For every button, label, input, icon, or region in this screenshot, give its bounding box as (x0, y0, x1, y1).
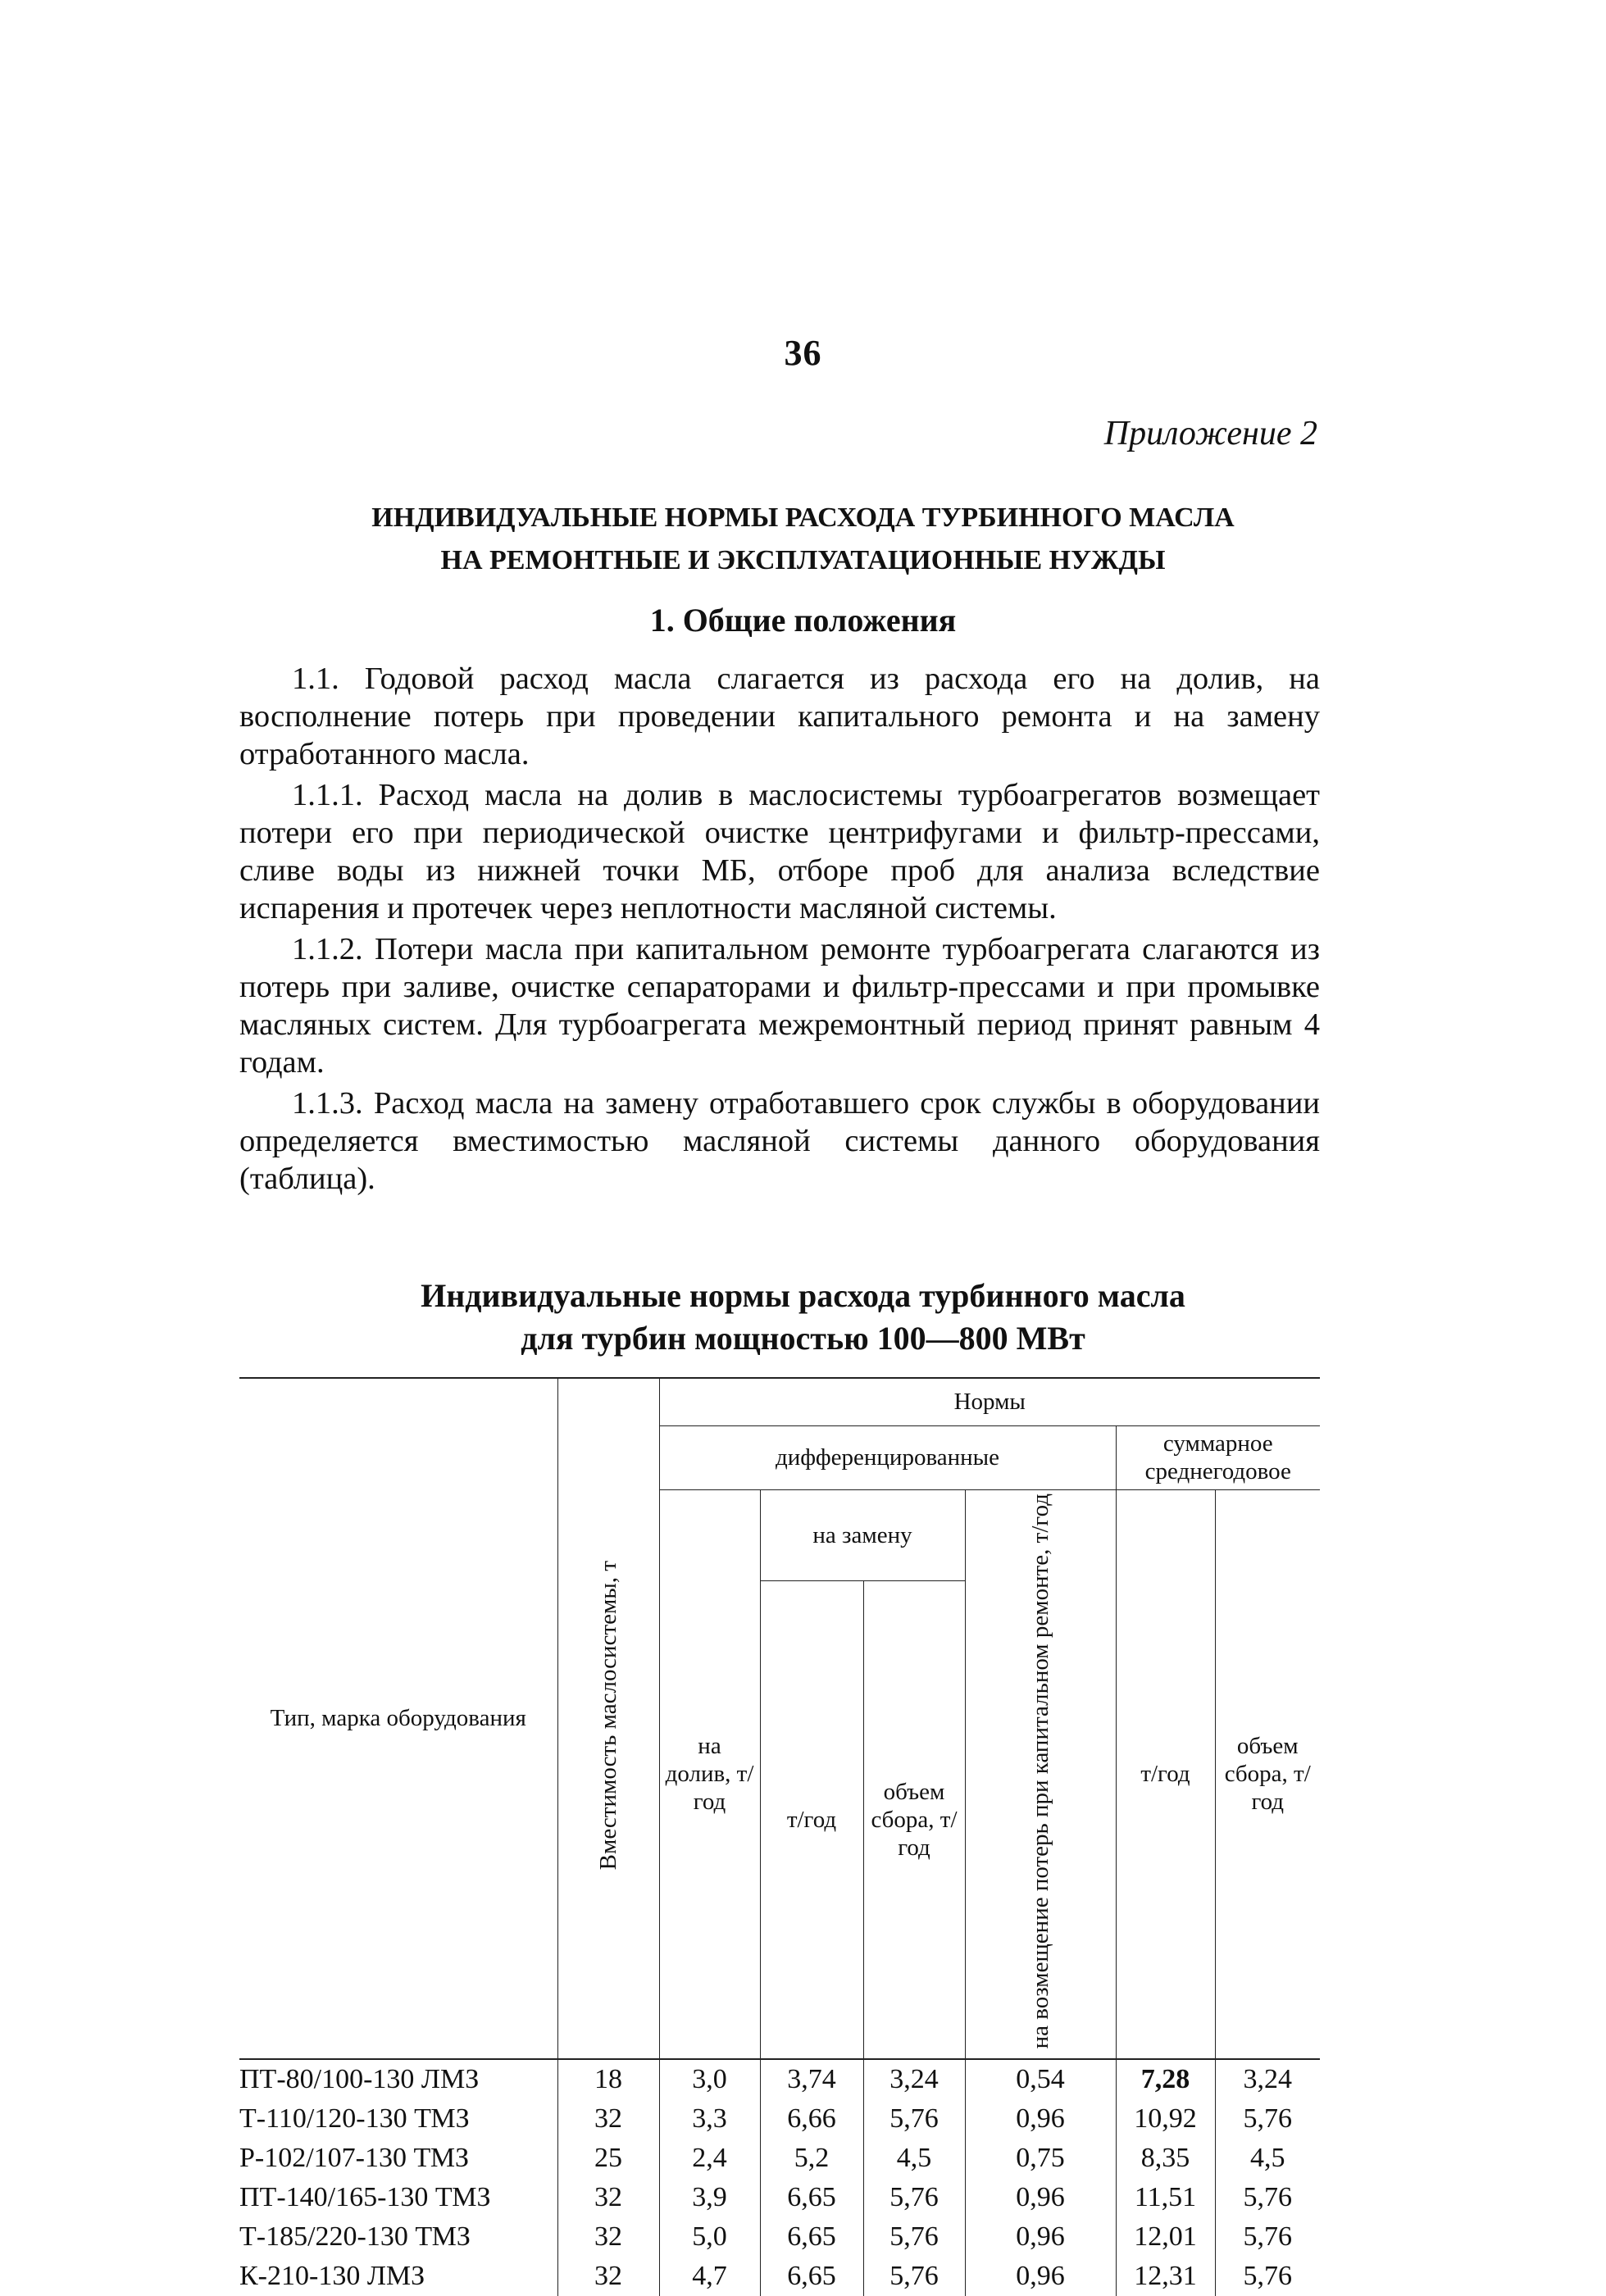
cell-capacity: 32 (557, 2257, 659, 2296)
table-row (239, 2099, 1320, 2139)
cell-capacity: 32 (557, 2099, 659, 2139)
header-norms: Нормы (659, 1378, 1320, 1425)
header-topup: на долив, т/год (659, 1489, 760, 2059)
cell-replacement-volume: 4,5 (863, 2139, 965, 2178)
cell-topup: 3,9 (659, 2178, 760, 2217)
cell-capacity: 25 (557, 2139, 659, 2178)
header-replacement-volume: объем сбора, т/год (863, 1581, 965, 2059)
cell-replacement-volume: 3,24 (863, 2059, 965, 2099)
cell-capacity: 32 (557, 2217, 659, 2257)
cell-replacement-tpy: 6,65 (760, 2217, 863, 2257)
cell-type: Т-110/120-130 ТМЗ (239, 2099, 557, 2139)
paragraph-1-1: 1.1. Годовой расход масла слагается из расхода его на долив, на восполнение потерь при проведении капитального ремонта и на замену отработанного масла. (239, 662, 1320, 771)
cell-total-tpy: 8,35 (1116, 2139, 1215, 2178)
cell-total-volume: 5,76 (1215, 2178, 1320, 2217)
header-total-average: суммарное среднегодовое (1116, 1425, 1320, 1489)
appendix-label: Приложение 2 (1103, 415, 1317, 452)
cell-repair: 0,96 (965, 2099, 1116, 2139)
header-capacity-text: Вместимость маслосистемы, т (595, 1560, 621, 1871)
table-title-line-2: для турбин мощностью 100—800 МВт (521, 1320, 1085, 1357)
table-row (239, 2178, 1320, 2217)
header-replacement-tpy: т/год (760, 1581, 863, 2059)
table-row (239, 2257, 1320, 2296)
norms-table (239, 1377, 1320, 2296)
cell-total-volume: 4,5 (1215, 2139, 1320, 2178)
cell-type: Р-102/107-130 ТМЗ (239, 2139, 557, 2178)
cell-replacement-tpy: 6,65 (760, 2257, 863, 2296)
body-text (239, 660, 1320, 1201)
table-row (239, 2217, 1320, 2257)
title-line-2: НА РЕМОНТНЫЕ И ЭКСПЛУАТАЦИОННЫЕ НУЖДЫ (440, 545, 1166, 575)
cell-type: Т-185/220-130 ТМЗ (239, 2217, 557, 2257)
cell-topup: 4,7 (659, 2257, 760, 2296)
cell-total-tpy: 11,51 (1116, 2178, 1215, 2217)
cell-topup: 5,0 (659, 2217, 760, 2257)
header-repair-losses-text: на возмещение потерь при капитальном ремонте, т/год (1027, 1493, 1053, 2048)
header-total-tpy: т/год (1116, 1489, 1215, 2059)
cell-repair: 0,96 (965, 2217, 1116, 2257)
cell-total-volume: 5,76 (1215, 2257, 1320, 2296)
table-title-line-1: Индивидуальные нормы расхода турбинного масла (421, 1277, 1185, 1314)
cell-topup: 3,3 (659, 2099, 760, 2139)
cell-replacement-volume: 5,76 (863, 2178, 965, 2217)
header-capacity (557, 1378, 659, 2059)
cell-replacement-tpy: 6,65 (760, 2178, 863, 2217)
cell-total-tpy: 12,31 (1116, 2257, 1215, 2296)
cell-type: К-210-130 ЛМЗ (239, 2257, 557, 2296)
cell-repair: 0,54 (965, 2059, 1116, 2099)
cell-replacement-volume: 5,76 (863, 2217, 965, 2257)
document-title (0, 497, 1606, 582)
cell-total-tpy: 12,01 (1116, 2217, 1215, 2257)
cell-repair: 0,96 (965, 2178, 1116, 2217)
table-title (0, 1275, 1606, 1360)
cell-topup: 2,4 (659, 2139, 760, 2178)
header-differentiated: дифференцированные (659, 1425, 1116, 1489)
cell-replacement-tpy: 6,66 (760, 2099, 863, 2139)
page-number: 36 (784, 333, 822, 373)
cell-type: ПТ-80/100-130 ЛМЗ (239, 2059, 557, 2099)
section-heading: 1. Общие положения (649, 602, 957, 639)
cell-total-volume: 5,76 (1215, 2217, 1320, 2257)
header-equipment-type: Тип, марка оборудования (239, 1378, 557, 2059)
cell-topup: 3,0 (659, 2059, 760, 2099)
cell-replacement-volume: 5,76 (863, 2099, 965, 2139)
header-repair-losses (965, 1489, 1116, 2059)
cell-repair: 0,75 (965, 2139, 1116, 2178)
header-replacement: на замену (760, 1489, 965, 1581)
paragraph-1-1-1: 1.1.1. Расход масла на долив в маслосистемы турбоагрегатов возмещает потери его при периодической очистке центрифугами и фильтр-прессами, сливе воды из нижней точки МБ, отборе проб для анализа вследствие испарения и протечек через неплотности масляной системы. (239, 778, 1320, 925)
cell-total-tpy: 10,92 (1116, 2099, 1215, 2139)
cell-replacement-volume: 5,76 (863, 2257, 965, 2296)
table-row (239, 2059, 1320, 2099)
paragraph-1-1-3: 1.1.3. Расход масла на замену отработавшего срок службы в оборудовании определяется вместимостью масляной системы данного оборудования (таблица). (239, 1086, 1320, 1196)
header-total-volume: объем сбора, т/год (1215, 1489, 1320, 2059)
cell-replacement-tpy: 3,74 (760, 2059, 863, 2099)
paragraph-1-1-2: 1.1.2. Потери масла при капитальном ремонте турбоагрегата слагаются из потерь при заливе, очистке сепараторами и фильтр-прессами и при промывке масляных систем. Для турбоагрегата межремонтный период принят равным 4 годам. (239, 932, 1320, 1080)
cell-capacity: 32 (557, 2178, 659, 2217)
table-row (239, 2139, 1320, 2178)
cell-total-volume: 5,76 (1215, 2099, 1320, 2139)
cell-capacity: 18 (557, 2059, 659, 2099)
cell-replacement-tpy: 5,2 (760, 2139, 863, 2178)
title-line-1: ИНДИВИДУАЛЬНЫЕ НОРМЫ РАСХОДА ТУРБИННОГО МАСЛА (371, 502, 1235, 533)
cell-type: ПТ-140/165-130 ТМЗ (239, 2178, 557, 2217)
cell-repair: 0,96 (965, 2257, 1116, 2296)
cell-total-tpy: 7,28 (1116, 2059, 1215, 2099)
cell-total-volume: 3,24 (1215, 2059, 1320, 2099)
